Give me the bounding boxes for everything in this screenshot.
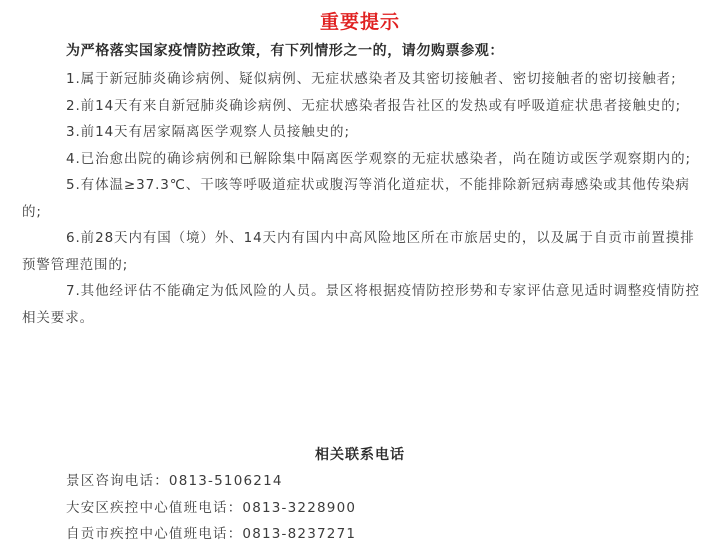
restriction-item-7: 7.其他经评估不能确定为低风险的人员。景区将根据疫情防控形势和专家评估意见适时调整疫情防控相关要求。 [22,283,700,326]
restriction-item-4: 4.已治愈出院的确诊病例和已解除集中隔离医学观察的无症状感染者，尚在随访或医学观察期内的; [66,150,691,167]
contact-scenic-area: 景区咨询电话：0813-5106214 [66,473,283,489]
contact-zigong-cdc: 自贡市疾控中心值班电话：0813-8237271 [66,526,357,542]
notice-title: 重要提示 [319,11,400,33]
contacts-heading: 相关联系电话 [315,447,405,463]
contact-list [66,468,356,548]
restriction-item-1: 1.属于新冠肺炎确诊病例、疑似病例、无症状感染者及其密切接触者、密切接触者的密切接触者; [66,71,677,87]
restriction-list [22,66,700,331]
restriction-item-3: 3.前14天有居家隔离医学观察人员接触史的; [66,124,350,140]
contact-daan-cdc: 大安区疾控中心值班电话：0813-3228900 [66,499,357,516]
restriction-item-5: 5.有体温≥37.3℃、干咳等呼吸道症状或腹泻等消化道症状，不能排除新冠病毒感染或其他传染病的; [22,177,690,220]
intro-text: 为严格落实国家疫情防控政策，有下列情形之一的，请勿购票参观： [66,43,504,59]
restriction-item-2: 2.前14天有来自新冠肺炎确诊病例、无症状感染者报告社区的发热或有呼吸道症状患者接触史的; [66,97,682,114]
restriction-item-6: 6.前28天内有国（境）外、14天内有国内中高风险地区所在市旅居史的，以及属于自贡市前置摸排预警管理范围的; [22,230,695,273]
